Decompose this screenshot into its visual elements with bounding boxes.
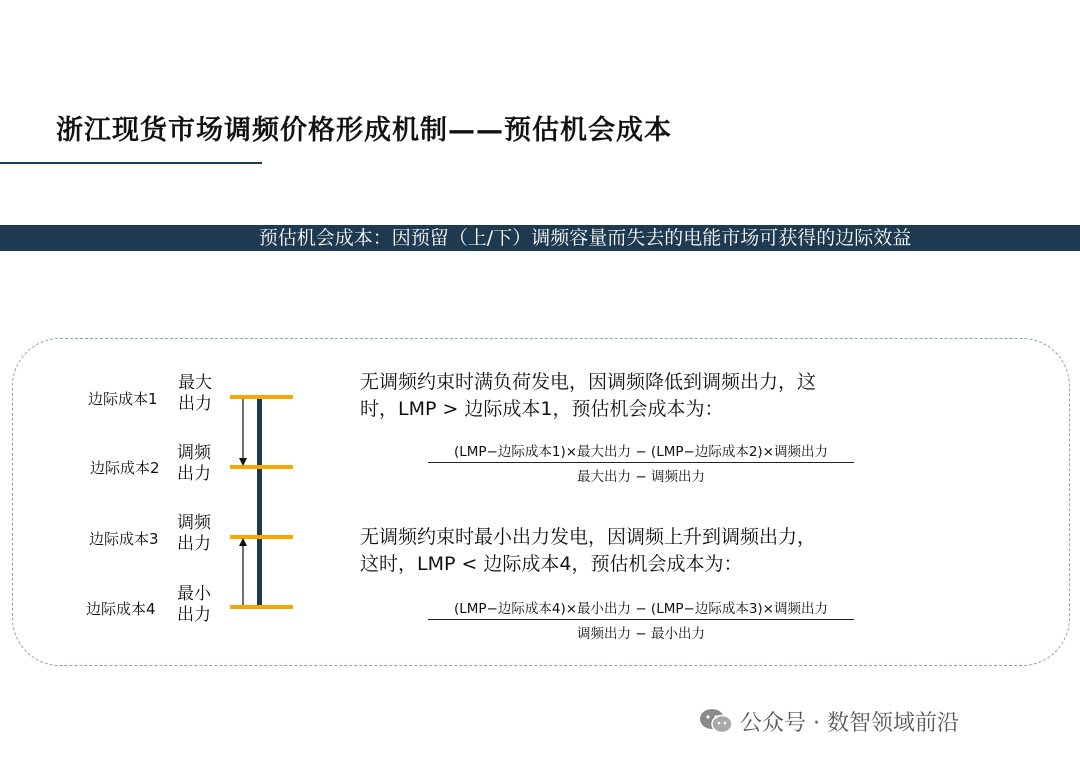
case2-denominator: 调频出力 − 最小出力 [577,626,705,642]
marginal-cost-1-label: 边际成本1 [88,390,158,408]
reg-output-label-2: 调频 出力 [177,513,211,554]
max-output-label: 最大 出力 [178,373,212,414]
case2-formula [428,597,854,642]
case1-formula [428,440,854,485]
case1-text-line2: 时，LMP > 边际成本1，预估机会成本为： [360,398,724,420]
up-arrow-icon [239,538,247,605]
min-output-label: 最小 出力 [177,584,211,625]
marginal-cost-4-label: 边际成本4 [86,600,156,618]
case1-text-line1: 无调频约束时满负荷发电，因调频降低到调频出力，这 [360,371,817,393]
watermark-text: 公众号 · 数智领域前沿 [740,711,959,736]
case1-numerator: (LMP−边际成本1)×最大出力 − (LMP−边际成本2)×调频出力 [453,444,828,460]
marginal-cost-2-label: 边际成本2 [90,459,160,477]
title-underline [0,162,262,164]
case2-text-line2: 这时，LMP < 边际成本4，预估机会成本为： [360,553,743,575]
marginal-cost-3-label: 边际成本3 [89,530,159,548]
case2-text-line1: 无调频约束时最小出力发电，因调频上升到调频出力， [360,526,817,548]
down-arrow-icon [239,399,247,466]
watermark [698,706,959,741]
reg-output-label-1: 调频 出力 [177,443,211,484]
cost-level-diagram [80,365,320,645]
adjustment-arrows [80,365,320,645]
case1-denominator: 最大出力 − 调频出力 [577,469,705,485]
wechat-icon [698,707,734,741]
case2-numerator: (LMP−边际成本4)×最小出力 − (LMP−边际成本3)×调频出力 [453,601,828,617]
page-title: 浙江现货市场调频价格形成机制——预估机会成本 [56,115,672,146]
definition-banner: 预估机会成本：因预留（上/下）调频容量而失去的电能市场可获得的边际效益 [0,225,1080,251]
